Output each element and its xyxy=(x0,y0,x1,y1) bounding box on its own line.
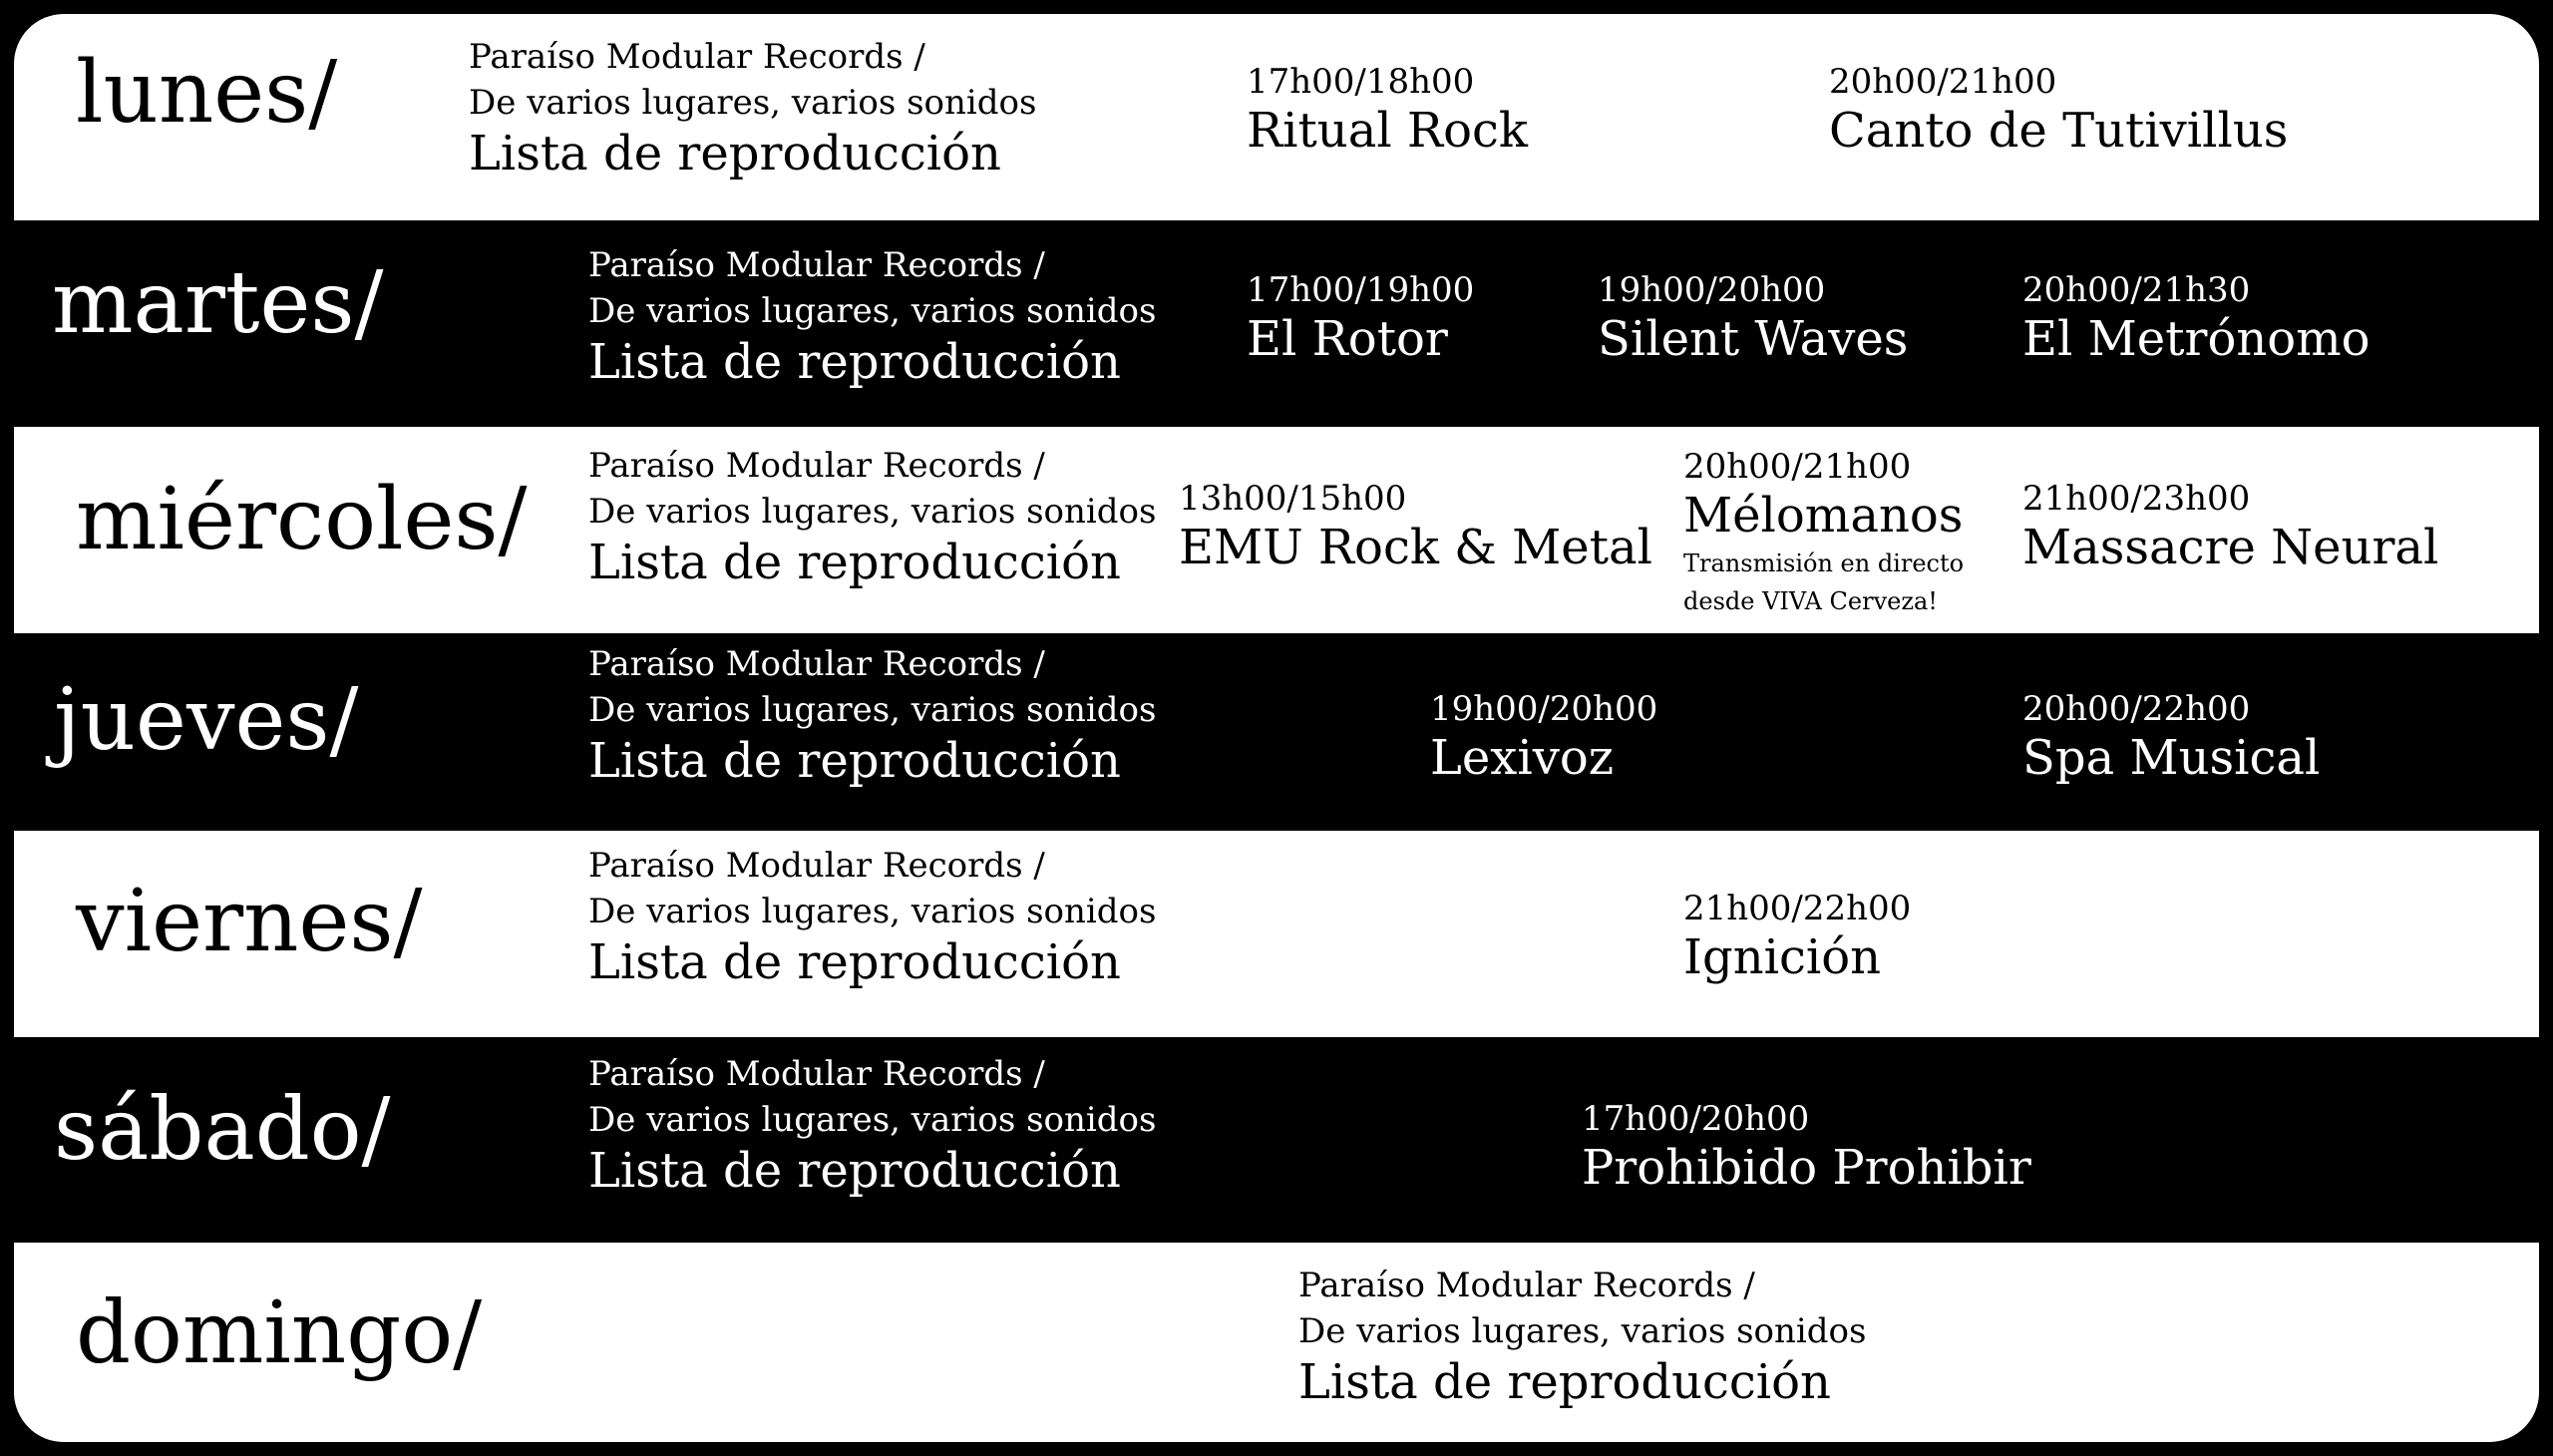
show-name: El Rotor xyxy=(1247,311,1448,367)
show-name: Mélomanos xyxy=(1683,488,1964,544)
playlist-title: Lista de reproducción xyxy=(469,126,1001,182)
schedule-frame xyxy=(14,14,2539,1442)
playlist-title: Lista de reproducción xyxy=(588,934,1121,990)
day-label: viernes/ xyxy=(76,872,423,971)
playlist-subtitle: De varios lugares, varios sonidos xyxy=(588,892,1157,931)
row-sabado xyxy=(14,1037,2539,1243)
row-miercoles xyxy=(14,427,2539,633)
show-name: Massacre Neural xyxy=(2022,520,2439,575)
show-slot xyxy=(1683,447,1964,620)
show-time: 21h00/22h00 xyxy=(1683,889,1912,928)
show-slot xyxy=(1829,62,2288,160)
playlist-label: Paraíso Modular Records / xyxy=(1298,1266,1755,1305)
playlist-subtitle: De varios lugares, varios sonidos xyxy=(588,1100,1157,1140)
day-label: domingo/ xyxy=(76,1283,483,1383)
row-domingo xyxy=(14,1243,2539,1442)
show-name: El Metrónomo xyxy=(2022,311,2371,367)
playlist-subtitle: De varios lugares, varios sonidos xyxy=(1298,1311,1867,1351)
playlist-block xyxy=(588,843,1156,990)
show-name: Ignición xyxy=(1683,929,1881,985)
show-slot xyxy=(1430,689,1657,787)
playlist-subtitle: De varios lugares, varios sonidos xyxy=(469,83,1037,123)
playlist-title: Lista de reproducción xyxy=(588,334,1121,390)
show-time: 17h00/18h00 xyxy=(1247,62,1475,102)
playlist-block xyxy=(588,443,1156,590)
playlist-block xyxy=(469,34,1036,182)
day-label: miércoles/ xyxy=(76,470,528,569)
show-slot xyxy=(1179,479,1652,576)
show-note: Transmisión en directo xyxy=(1683,549,1965,577)
day-label: martes/ xyxy=(52,253,384,353)
show-slot xyxy=(2022,479,2438,576)
show-time: 21h00/23h00 xyxy=(2022,479,2251,519)
playlist-label: Paraíso Modular Records / xyxy=(588,245,1045,285)
show-time: 13h00/15h00 xyxy=(1179,479,1407,519)
day-label: sábado/ xyxy=(54,1080,391,1180)
show-name: Lexivoz xyxy=(1430,730,1615,786)
show-time: 20h00/22h00 xyxy=(2022,689,2251,729)
row-viernes xyxy=(14,831,2539,1037)
show-slot xyxy=(1683,889,1911,986)
show-name: Canto de Tutivillus xyxy=(1829,103,2289,159)
playlist-subtitle: De varios lugares, varios sonidos xyxy=(588,690,1157,730)
playlist-block xyxy=(588,1051,1156,1199)
playlist-label: Paraíso Modular Records / xyxy=(588,1054,1045,1094)
playlist-block xyxy=(1298,1263,1866,1410)
playlist-block xyxy=(588,242,1156,390)
show-time: 17h00/20h00 xyxy=(1582,1099,1810,1139)
show-time: 19h00/20h00 xyxy=(1430,689,1658,729)
row-martes xyxy=(14,220,2539,427)
playlist-label: Paraíso Modular Records / xyxy=(588,446,1045,486)
playlist-title: Lista de reproducción xyxy=(588,733,1121,789)
show-time: 20h00/21h00 xyxy=(1829,62,2057,102)
show-slot xyxy=(2022,689,2320,787)
playlist-title: Lista de reproducción xyxy=(588,535,1121,590)
day-label: jueves/ xyxy=(54,670,359,770)
playlist-subtitle: De varios lugares, varios sonidos xyxy=(588,291,1157,331)
playlist-label: Paraíso Modular Records / xyxy=(588,846,1045,886)
show-slot xyxy=(1247,270,1474,368)
show-name: Ritual Rock xyxy=(1247,103,1528,159)
show-time: 17h00/19h00 xyxy=(1247,270,1475,310)
show-note: desde VIVA Cerveza! xyxy=(1683,587,1938,615)
show-slot xyxy=(1247,62,1528,160)
show-time: 20h00/21h30 xyxy=(2022,270,2251,310)
day-label: lunes/ xyxy=(76,43,338,143)
show-slot xyxy=(1598,270,1908,368)
show-name: Silent Waves xyxy=(1598,311,1909,367)
show-time: 19h00/20h00 xyxy=(1598,270,1826,310)
show-name: EMU Rock & Metal xyxy=(1179,520,1652,575)
playlist-title: Lista de reproducción xyxy=(588,1143,1121,1199)
playlist-label: Paraíso Modular Records / xyxy=(469,37,925,77)
row-lunes xyxy=(14,14,2539,220)
show-time: 20h00/21h00 xyxy=(1683,447,1912,487)
row-jueves xyxy=(14,633,2539,831)
playlist-subtitle: De varios lugares, varios sonidos xyxy=(588,492,1157,532)
playlist-block xyxy=(588,641,1156,789)
show-slot xyxy=(2022,270,2371,368)
playlist-label: Paraíso Modular Records / xyxy=(588,644,1045,684)
playlist-title: Lista de reproducción xyxy=(1298,1354,1831,1410)
show-name: Spa Musical xyxy=(2022,730,2321,786)
show-name: Prohibido Prohibir xyxy=(1582,1140,2031,1196)
show-slot xyxy=(1582,1099,2031,1197)
